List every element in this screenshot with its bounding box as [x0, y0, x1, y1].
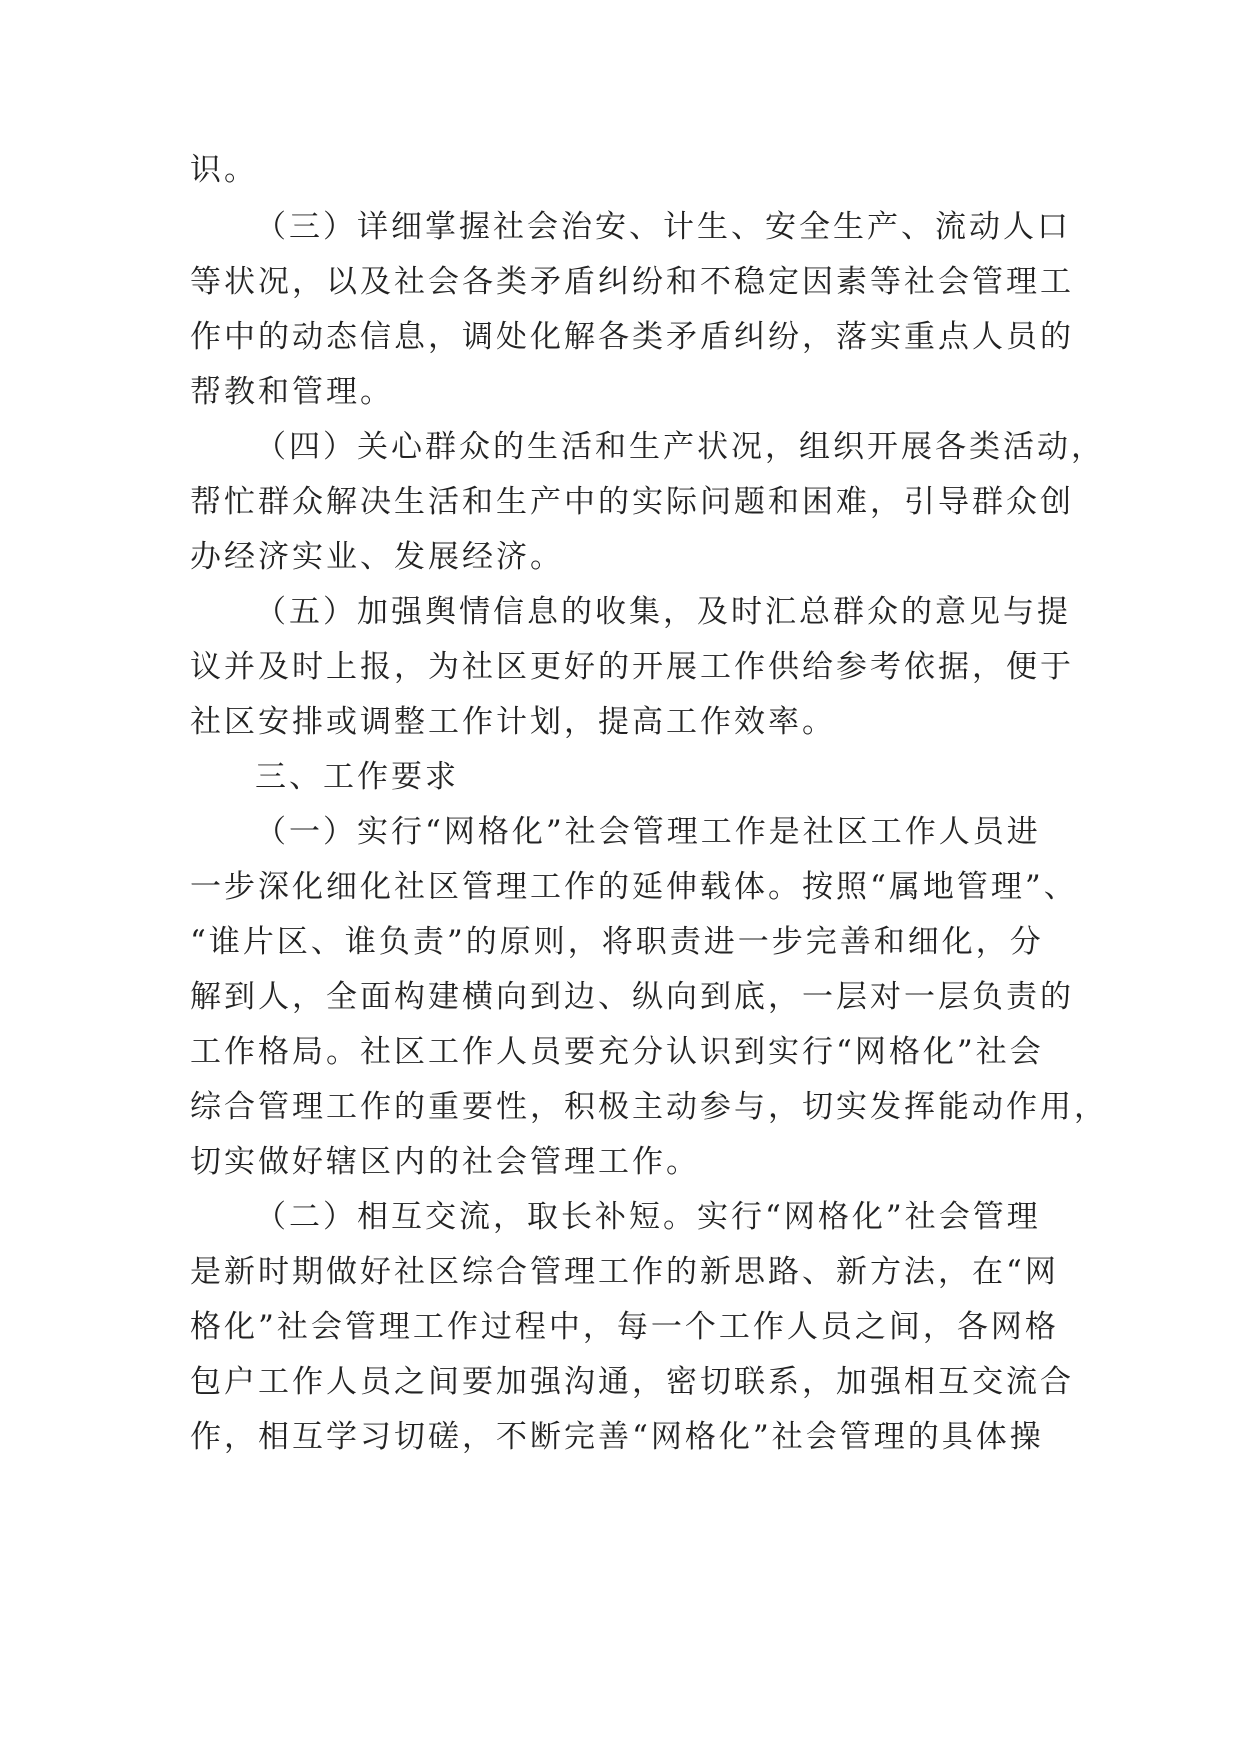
text-line: 等状况，以及社会各类矛盾纠纷和不稳定因素等社会管理工 [190, 264, 1074, 300]
paragraph-start-line: （一）实行“网格化”社会管理工作是社区工作人员进 [255, 814, 1041, 850]
text-line: 切实做好辖区内的社会管理工作。 [190, 1144, 700, 1180]
text-line: 格化”社会管理工作过程中，每一个工作人员之间，各网格 [190, 1309, 1059, 1345]
text-line: 帮教和管理。 [190, 374, 394, 410]
text-line: 解到人，全面构建横向到边、纵向到底，一层对一层负责的 [190, 979, 1074, 1015]
text-line: 办经济实业、发展经济。 [190, 539, 564, 575]
text-line: 包户工作人员之间要加强沟通，密切联系，加强相互交流合 [190, 1364, 1074, 1400]
section-heading: 三、工作要求 [255, 759, 459, 795]
text-line: 综合管理工作的重要性，积极主动参与，切实发挥能动作用， [190, 1089, 1108, 1125]
paragraph-start-line: （五）加强舆情信息的收集，及时汇总群众的意见与提 [255, 594, 1071, 630]
paragraph-start-line: （三）详细掌握社会治安、计生、安全生产、流动人口 [255, 209, 1071, 245]
text-line: 工作格局。社区工作人员要充分认识到实行“网格化”社会 [190, 1034, 1044, 1070]
paragraph-start-line: （二）相互交流，取长补短。实行“网格化”社会管理 [255, 1199, 1041, 1235]
text-line: 是新时期做好社区综合管理工作的新思路、新方法，在“网 [190, 1254, 1059, 1290]
text-line: 作，相互学习切磋，不断完善“网格化”社会管理的具体操 [190, 1419, 1044, 1455]
text-line: “谁片区、谁负责”的原则，将职责进一步完善和细化，分 [190, 924, 1044, 960]
text-line: 一步深化细化社区管理工作的延伸载体。按照“属地管理”、 [190, 869, 1078, 905]
text-line: 议并及时上报，为社区更好的开展工作供给参考依据，便于 [190, 649, 1074, 685]
text-line: 作中的动态信息，调处化解各类矛盾纠纷，落实重点人员的 [190, 319, 1074, 355]
text-line: 社区安排或调整工作计划，提高工作效率。 [190, 704, 836, 740]
text-line: 识。 [190, 152, 258, 188]
text-line: 帮忙群众解决生活和生产中的实际问题和困难，引导群众创 [190, 484, 1074, 520]
paragraph-start-line: （四）关心群众的生活和生产状况，组织开展各类活动， [255, 429, 1105, 465]
